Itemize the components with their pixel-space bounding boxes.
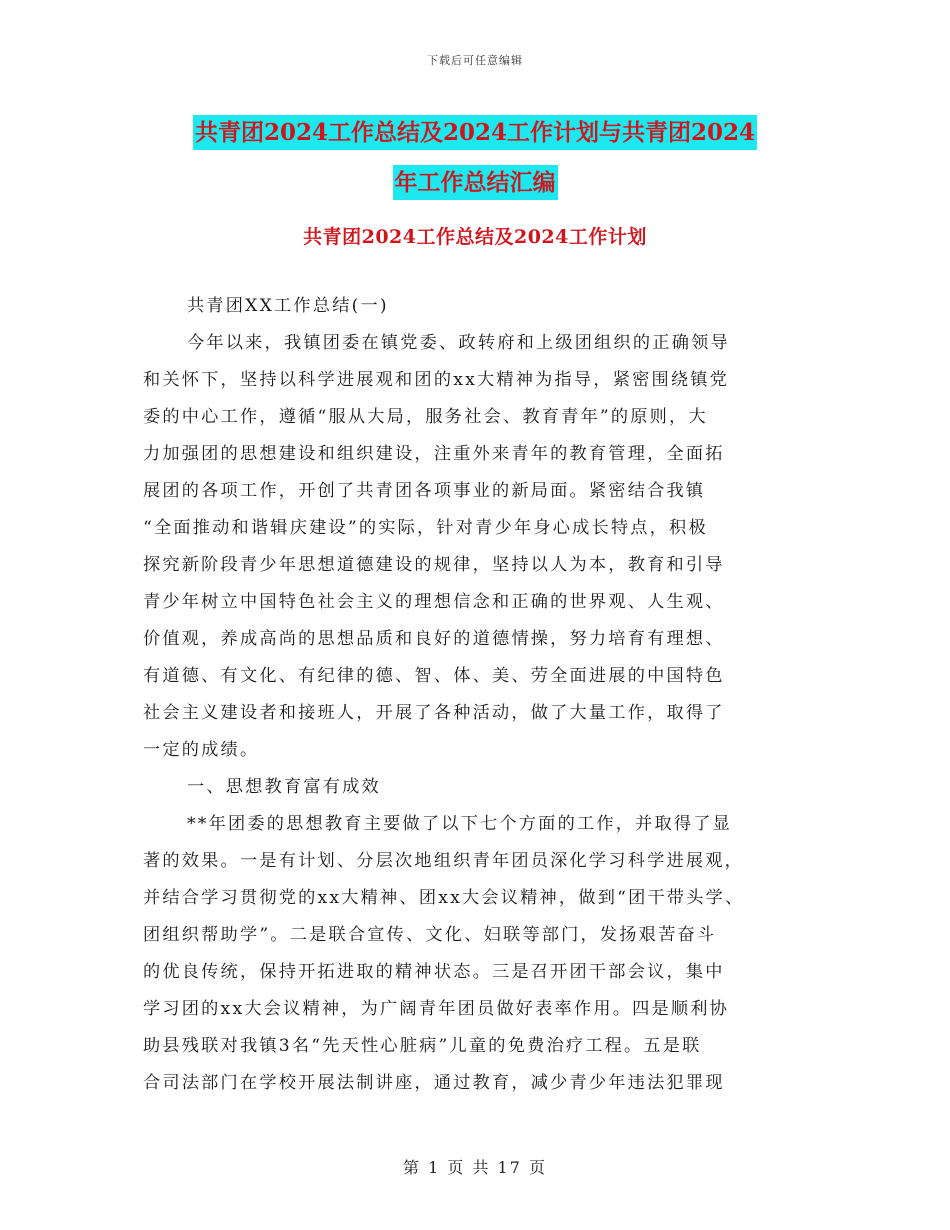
body-line: 社会主义建设者和接班人，开展了各种活动，做了大量工作，取得了 bbox=[143, 703, 725, 723]
body-line: 价值观，养成高尚的思想品质和良好的道德情操，努力培育有理想、 bbox=[143, 629, 725, 649]
document-title-line-2: 年工作总结汇编 bbox=[393, 165, 558, 200]
body-line: 并结合学习贯彻党的xx大精神、团xx大会议精神，做到“团干带头学、 bbox=[143, 888, 745, 908]
body-line: 的优良传统，保持开拓进取的精神状态。三是召开团干部会议，集中 bbox=[143, 962, 725, 982]
body-text bbox=[143, 288, 823, 1102]
body-line: 青少年树立中国特色社会主义的理想信念和正确的世界观、人生观、 bbox=[143, 592, 725, 612]
body-line: 助县残联对我镇3名“先天性心脏病”儿童的免费治疗工程。五是联 bbox=[143, 1036, 702, 1056]
document-title-line-1: 共青团2024工作总结及2024工作计划与共青团2024 bbox=[193, 115, 757, 150]
body-line: 力加强团的思想建设和组织建设，注重外来青年的教育管理，全面拓 bbox=[143, 444, 725, 464]
body-line: 共青团XX工作总结(一) bbox=[187, 296, 389, 316]
body-line: 展团的各项工作，开创了共青团各项事业的新局面。紧密结合我镇 bbox=[143, 481, 706, 501]
body-line: 有道德、有文化、有纪律的德、智、体、美、劳全面进展的中国特色 bbox=[143, 666, 725, 686]
body-line: 学习团的xx大会议精神，为广阔青年团员做好表率作用。四是顺利协 bbox=[143, 999, 730, 1019]
body-line: 今年以来，我镇团委在镇党委、政转府和上级团组织的正确领导 bbox=[187, 333, 730, 353]
body-line: 著的效果。一是有计划、分层次地组织青年团员深化学习科学进展观， bbox=[143, 851, 745, 871]
body-line: “全面推动和谐辑庆建设”的实际，针对青少年身心成长特点，积极 bbox=[143, 518, 708, 538]
body-line: **年团委的思想教育主要做了以下七个方面的工作，并取得了显 bbox=[187, 814, 733, 834]
body-line: 一、思想教育富有成效 bbox=[187, 777, 381, 797]
page-footer: 第 1 页 共 17 页 bbox=[403, 1158, 547, 1177]
body-line: 委的中心工作，遵循“服从大局，服务社会、教育青年”的原则，大 bbox=[143, 407, 708, 427]
body-line: 合司法部门在学校开展法制讲座，通过教育，减少青少年违法犯罪现 bbox=[143, 1073, 725, 1093]
body-line: 探究新阶段青少年思想道德建设的规律，坚持以人为本，教育和引导 bbox=[143, 555, 725, 575]
body-line: 和关怀下，坚持以科学进展观和团的xx大精神为指导，紧密围绕镇党 bbox=[143, 370, 730, 390]
section-title: 共青团2024工作总结及2024工作计划 bbox=[303, 226, 647, 248]
body-line: 一定的成绩。 bbox=[143, 740, 260, 760]
page-header: 下载后可任意编辑 bbox=[427, 54, 523, 67]
body-line: 团组织帮助学”。二是联合宣传、文化、妇联等部门，发扬艰苦奋斗 bbox=[143, 925, 717, 945]
document-title bbox=[150, 108, 800, 208]
